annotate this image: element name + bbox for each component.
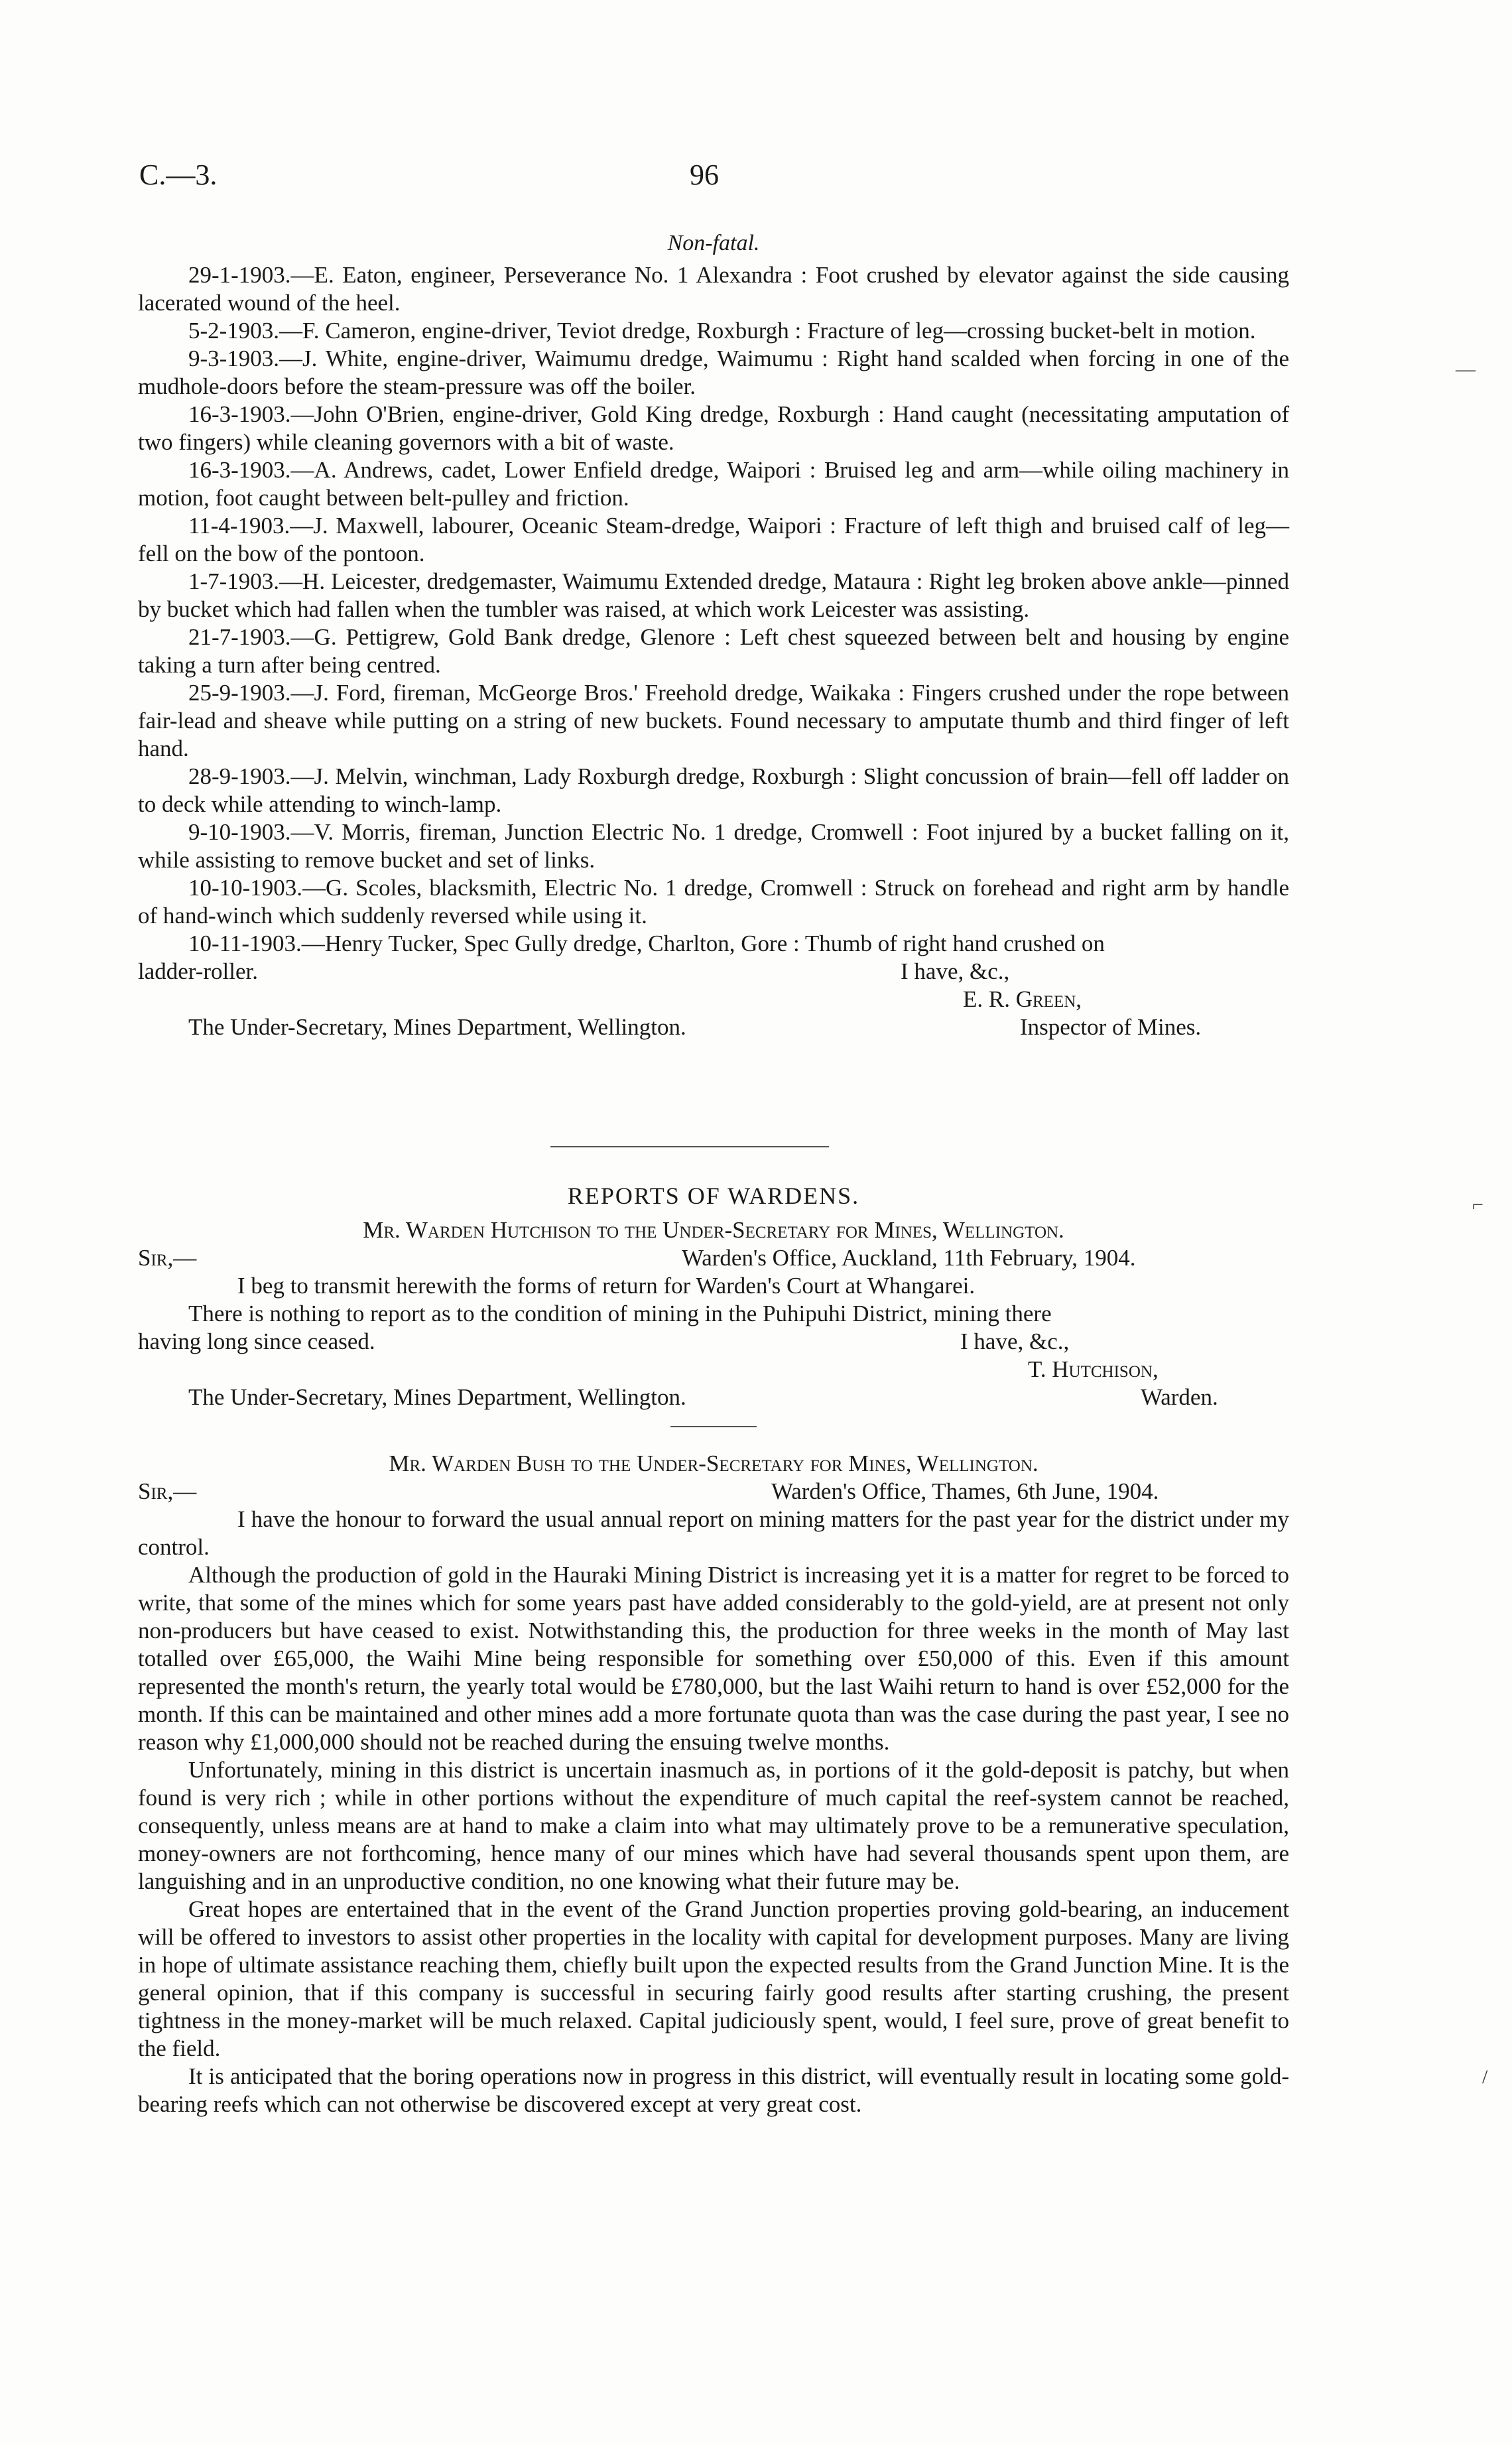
report-paragraph: Great hopes are entertained that in the event of the Grand Junction properties proving gold-bearing, an inducement will be offered to investors to assist other properties in the locality with capital for development purposes. Many are living in hope of ultimate assistance reaching them, chiefly built upon the expected results from the Grand Junction Mine. It is the general opinion, that if this company is successful in securing fairly good results after starting crushing, the present tightness in the money-market will be much relaxed. Capital judiciously spent, would, I feel sure, prove of great benefit to the field. xyxy=(138,1896,1289,2061)
closing: I have, &c., xyxy=(901,958,1010,984)
report-paragraph: It is anticipated that the boring operations now in progress in this district, will eventually result in locating some gold-bearing reefs which can not otherwise be discovered except at very great cost. xyxy=(138,2063,1289,2117)
accident-entry: 21-7-1903.—G. Pettigrew, Gold Bank dredge, Glenore : Left chest squeezed between belt and housing by engine taking a turn after being centred. xyxy=(138,624,1289,678)
report-heading: Mr. Warden Bush to the Under-Secretary for Mines, Wellington. xyxy=(389,1450,1039,1476)
report-paragraph: I beg to transmit herewith the forms of return for Warden's Court at Whangarei. xyxy=(237,1273,976,1299)
signer-title: Warden. xyxy=(1141,1384,1218,1410)
bush-report xyxy=(138,1450,1289,2118)
report-heading: Mr. Warden Hutchison to the Under-Secretary for Mines, Wellington. xyxy=(363,1217,1064,1243)
margin-mark: ⌐ xyxy=(1472,1194,1483,1216)
accident-entry: 11-4-1903.—J. Maxwell, labourer, Oceanic Steam-dredge, Waipori : Fracture of left thigh and bruised calf of leg—fell on the bow of the pontoon. xyxy=(138,513,1289,566)
accident-entry: 9-3-1903.—J. White, engine-driver, Waimumu dredge, Waimumu : Right hand scalded when forcing in one of the mudhole-doors before the steam-pressure was off the boiler. xyxy=(138,346,1289,399)
closing: I have, &c., xyxy=(960,1328,1070,1354)
accident-entry: 29-1-1903.—E. Eaton, engineer, Perseverance No. 1 Alexandra : Foot crushed by elevator against the side causing lacerated wound of the heel. xyxy=(138,262,1289,316)
signer-title: Inspector of Mines. xyxy=(1020,1014,1202,1040)
accident-entry: 16-3-1903.—A. Andrews, cadet, Lower Enfield dredge, Waipori : Bruised leg and arm—while oiling machinery in motion, foot caught between belt-pulley and friction. xyxy=(138,457,1289,511)
accident-entry: 10-11-1903.—Henry Tucker, Spec Gully dredge, Charlton, Gore : Thumb of right hand crushed on xyxy=(188,931,1105,956)
salutation: Sir,— xyxy=(138,1478,197,1504)
report-divider xyxy=(670,1426,757,1427)
accident-entry: 10-10-1903.—G. Scoles, blacksmith, Electric No. 1 dredge, Cromwell : Struck on forehead and right arm by handle of hand-winch which suddenly reversed while using it. xyxy=(138,875,1289,929)
margin-mark: / xyxy=(1482,2066,1488,2088)
accident-entry: 1-7-1903.—H. Leicester, dredgemaster, Waimumu Extended dredge, Mataura : Right leg broken above ankle—pinned by bucket which had fallen when the tumbler was raised, at which work Leicester was assisting. xyxy=(138,568,1289,622)
section-divider xyxy=(550,1146,829,1147)
entry-continuation: ladder-roller. xyxy=(138,958,259,984)
wardens-reports xyxy=(138,1182,1289,2118)
salutation: Sir,— xyxy=(138,1245,197,1271)
accident-entry: 5-2-1903.—F. Cameron, engine-driver, Teviot dredge, Roxburgh : Fracture of leg—crossing bucket-belt in motion. xyxy=(188,318,1256,344)
addressee: The Under-Secretary, Mines Department, Wellington. xyxy=(188,1014,686,1040)
report-paragraph: There is nothing to report as to the condition of mining in the Puhipuhi District, mining there xyxy=(188,1301,1052,1326)
reports-heading: REPORTS OF WARDENS. xyxy=(567,1183,860,1209)
accident-entry: 25-9-1903.—J. Ford, fireman, McGeorge Bros.' Freehold dredge, Waikaka : Fingers crushed under the rope between fair-lead and sheave while putting on a string of new buckets. Found necessary to amputate thumb and third finger of left hand. xyxy=(138,680,1289,761)
series-label: C.—3. xyxy=(139,159,218,191)
accident-entry: 16-3-1903.—John O'Brien, engine-driver, Gold King dredge, Roxburgh : Hand caught (necessitating amputation of two fingers) while cleaning governors with a bit of waste. xyxy=(138,401,1289,455)
paragraph-continuation: having long since ceased. xyxy=(138,1328,375,1354)
accident-entry: 9-10-1903.—V. Morris, fireman, Junction Electric No. 1 dredge, Cromwell : Foot injured by a bucket falling on it, while assisting to remove bucket and set of links. xyxy=(138,819,1289,873)
report-paragraph: I have the honour to forward the usual annual report on mining matters for the past year for the district under my control. xyxy=(138,1506,1289,1560)
accident-entry: 28-9-1903.—J. Melvin, winchman, Lady Roxburgh dredge, Roxburgh : Slight concussion of brain—fell off ladder on to deck while attending to winch-lamp. xyxy=(138,763,1289,817)
hutchison-report xyxy=(138,1216,1289,1411)
non-fatal-section xyxy=(138,231,1289,1041)
dateline: Warden's Office, Thames, 6th June, 1904. xyxy=(771,1478,1159,1504)
signer-name: T. Hutchison, xyxy=(1028,1356,1159,1382)
page-number: 96 xyxy=(690,159,719,191)
margin-mark: — xyxy=(1456,358,1476,380)
section-title: Non-fatal. xyxy=(667,231,760,255)
accident-list xyxy=(138,261,1289,958)
dateline: Warden's Office, Auckland, 11th February, 1904. xyxy=(682,1245,1136,1271)
report-paragraph: Unfortunately, mining in this district is uncertain inasmuch as, in portions of it the gold-deposit is patchy, but when found is very rich ; while in other portions without the expenditure of much capital the reef-system cannot be reached, consequently, unless means are at hand to make a claim into what may ultimately prove to be a remunerative speculation, money-owners are not forthcoming, hence many of our mines which have had several thousands spent upon them, are languishing and in an unproductive condition, no one knowing what their future may be. xyxy=(138,1757,1289,1894)
report-paragraph: Although the production of gold in the Hauraki Mining District is increasing yet it is a matter for regret to be forced to write, that some of the mines which for some years past have added considerably to the gold-yield, are at present not only non-producers but have ceased to exist. Notwithstanding this, the production for three weeks in the month of May last totalled over £65,000, the Waihi Mine being responsible for something over £50,000 of this. Even if this amount represented the month's return, the yearly total would be £780,000, but the last Waihi return to hand is over £52,000 for the month. If this can be maintained and other mines add a more fortunate quota than was the case during the past year, I see no reason why £1,000,000 should not be reached during the ensuing twelve months. xyxy=(138,1562,1289,1755)
addressee: The Under-Secretary, Mines Department, Wellington. xyxy=(188,1384,686,1410)
signer-name: E. R. Green, xyxy=(963,986,1082,1012)
